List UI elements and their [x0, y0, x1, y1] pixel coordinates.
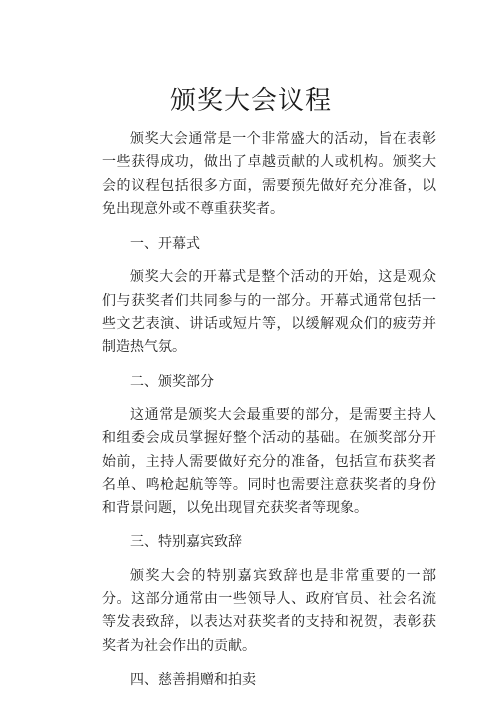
- section-heading-awards: 二、颁奖部分: [130, 373, 214, 390]
- page-title: 颁奖大会议程: [169, 86, 332, 116]
- section-heading-charity-auction: 四、慈善捐赠和拍卖: [130, 671, 256, 688]
- section-heading-guest-speech: 三、特别嘉宾致辞: [130, 534, 242, 551]
- section-heading-opening: 一、开幕式: [130, 236, 200, 253]
- section-body-guest-speech: 颁奖大会的特别嘉宾致辞也是非常重要的一部分。这部分通常由一些领导人、政府官员、社会名流等发表致辞，以表达对获奖者的支持和祝贺，表彰获奖者为社会作出的贡献。: [102, 567, 436, 654]
- document-body: [102, 128, 436, 702]
- section-body-awards: 这通常是颁奖大会最重要的部分，是需要主持人和组委会成员掌握好整个活动的基础。在颁奖部分开始前，主持人需要做好充分的准备，包括宣布获奖者名单、鸣枪起航等等。同时也需要注意获奖者的身份和背景问题，以免出现冒充获奖者等现象。: [102, 406, 436, 517]
- intro-paragraph: 颁奖大会通常是一个非常盛大的活动，旨在表彰一些获得成功，做出了卓越贡献的人或机构。颁奖大会的议程包括很多方面，需要预先做好充分准备，以免出现意外或不尊重获奖者。: [102, 131, 436, 217]
- section-body-opening: 颁奖大会的开幕式是整个活动的开始，这是观众们与获奖者们共同参与的一部分。开幕式通常包括一些文艺表演、讲话或短片等，以缓解观众们的疲劳并制造热气氛。: [102, 269, 436, 356]
